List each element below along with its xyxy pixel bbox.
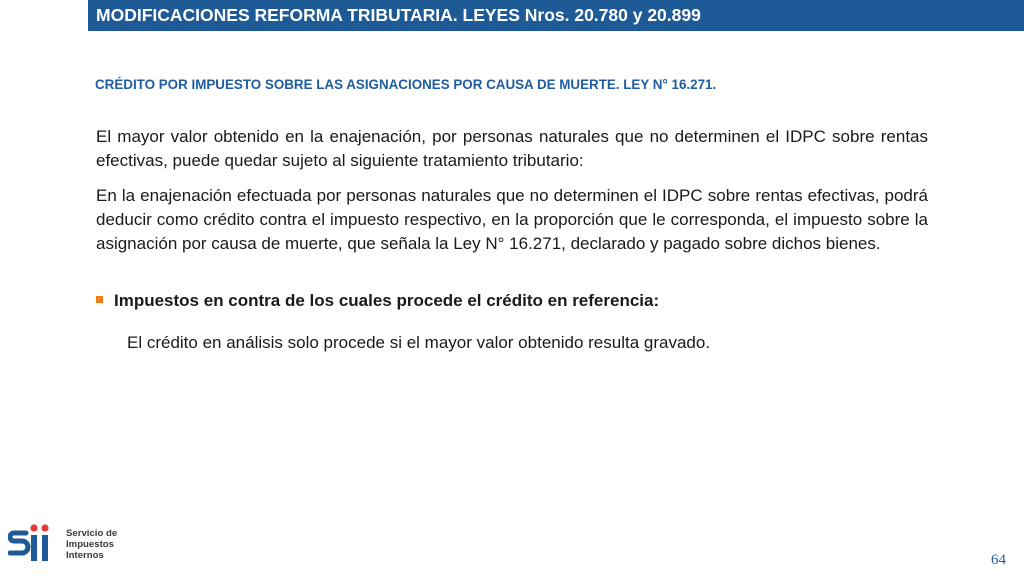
logo-line: Servicio de	[66, 528, 118, 539]
bullet-heading: Impuestos en contra de los cuales procede el crédito en referencia:	[114, 291, 660, 310]
bullet-detail: El crédito en análisis solo procede si el mayor valor obtenido resulta gravado.	[127, 333, 711, 352]
logo-line: Internos	[66, 550, 104, 561]
sii-logo-icon	[8, 521, 58, 571]
header-bar	[88, 0, 1024, 31]
paragraph-credit: En la enajenación efectuada por personas naturales que no determinen el IDPC sobre rentas efectivas, podrá deducir como crédito contra el impuesto respectivo, en la proporción que le corresponda, el impuesto sobre la asignación por causa de muerte, que señala la Ley N° 16.271, declarado y pagado sobre dichos bienes.	[96, 186, 928, 253]
sii-logo	[8, 521, 148, 571]
square-bullet-icon	[96, 296, 103, 303]
bullet-item	[96, 291, 936, 311]
logo-line: Impuestos	[66, 539, 114, 550]
page-number: 64	[991, 552, 1006, 568]
paragraph-intro: El mayor valor obtenido en la enajenación, por personas naturales que no determinen el IDPC sobre rentas efectivas, puede quedar sujeto al siguiente tratamiento tributario:	[96, 127, 928, 170]
logo-wordmark	[66, 528, 117, 561]
slide-title: MODIFICACIONES REFORMA TRIBUTARIA. LEYES Nros. 20.780 y 20.899	[96, 5, 701, 25]
section-subtitle: CRÉDITO POR IMPUESTO SOBRE LAS ASIGNACIONES POR CAUSA DE MUERTE. LEY N° 16.271.	[95, 77, 717, 92]
